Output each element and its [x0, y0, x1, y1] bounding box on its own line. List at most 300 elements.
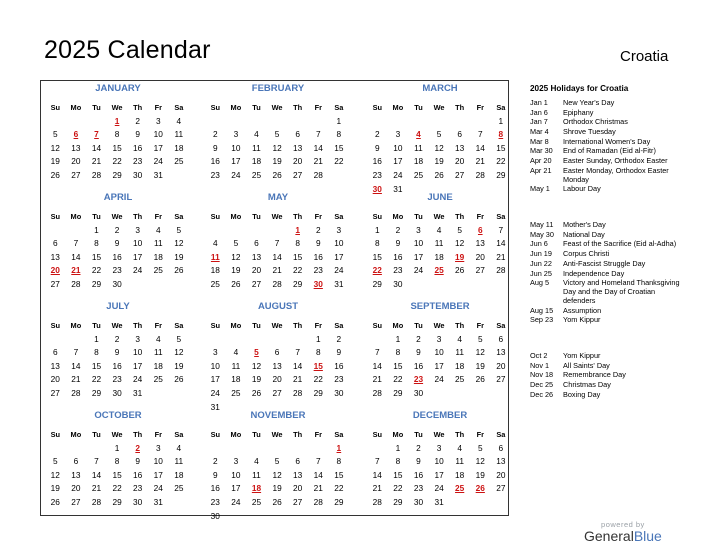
holiday-name: Shrove Tuesday [563, 127, 616, 137]
day-cell: 28 [71, 387, 81, 398]
day-cell: 15 [293, 251, 303, 262]
weekday-label: Su [210, 212, 221, 221]
holiday-date: Jun 25 [530, 268, 552, 278]
day-cell: 6 [498, 442, 504, 453]
day-cell: 23 [210, 496, 220, 507]
day-cell: 13 [272, 360, 282, 371]
day-cell: 28 [91, 169, 102, 180]
day-cell: 7 [315, 456, 321, 467]
day-cell: 10 [153, 456, 163, 467]
day-cell: 9 [416, 347, 421, 358]
day-cell: 1 [94, 224, 99, 235]
holiday-date: Jan 1 [530, 98, 548, 107]
weekday-label: Th [455, 321, 465, 330]
weekday-label: Sa [174, 103, 184, 112]
day-cell: 10 [153, 129, 163, 140]
month-name: MAY [267, 192, 289, 203]
holiday-entry [530, 381, 680, 390]
weekday-label: Tu [92, 103, 101, 112]
day-cell: 4 [457, 333, 462, 344]
holiday-date: Nov 18 [530, 370, 554, 380]
day-cell: 24 [153, 156, 163, 167]
holiday-name: International Women's Day [563, 136, 651, 146]
weekday-label: Th [455, 430, 465, 439]
month-grid [205, 210, 351, 292]
holiday-entry [530, 240, 680, 249]
day-cell: 24 [434, 374, 444, 385]
day-cell: 25 [174, 156, 184, 167]
holiday-name: Remembrance Day [563, 370, 626, 380]
day-cell: 15 [393, 469, 403, 480]
day-cell: 8 [336, 129, 342, 140]
day-cell: 31 [133, 387, 143, 398]
day-cell: 9 [416, 456, 421, 467]
day-cell: 2 [114, 333, 120, 344]
day-cell: 14 [313, 469, 323, 480]
day-cell: 13 [50, 360, 60, 371]
day-cell: 6 [295, 129, 300, 140]
day-cell: 29 [393, 496, 403, 507]
weekday-label: Tu [92, 212, 101, 221]
day-cell: 9 [135, 129, 140, 140]
day-cell: 22 [334, 483, 344, 494]
day-cell: 4 [176, 442, 182, 453]
day-cell: 17 [334, 251, 344, 262]
holiday-date: Mar 4 [530, 127, 549, 137]
day-cell: 28 [272, 278, 282, 289]
holiday-date: Mar 30 [530, 146, 553, 156]
day-cell: 19 [231, 265, 241, 276]
holiday-day: 26 [475, 483, 485, 494]
weekday-label: Tu [252, 212, 261, 221]
day-cell: 15 [91, 251, 102, 262]
weekday-label: Tu [414, 430, 423, 439]
day-cell: 30 [210, 510, 220, 521]
day-cell: 8 [336, 456, 342, 467]
brand-general: General [584, 528, 634, 544]
day-cell: 18 [210, 265, 220, 276]
day-cell: 10 [434, 456, 444, 467]
day-cell: 31 [434, 496, 444, 507]
weekday-label: Sa [496, 321, 506, 330]
day-cell: 28 [71, 278, 81, 289]
day-cell: 3 [212, 347, 218, 358]
weekday-label: Fr [314, 103, 322, 112]
holiday-name: End of Ramadan (Eid al-Fitr) [563, 146, 656, 156]
empty-cell [367, 115, 388, 129]
day-cell: 3 [436, 442, 442, 453]
holiday-day: 22 [372, 265, 382, 276]
holiday-entry [530, 118, 680, 127]
day-cell: 8 [295, 238, 300, 249]
day-cell: 4 [155, 224, 161, 235]
day-cell: 8 [395, 347, 401, 358]
day-cell: 2 [416, 333, 421, 344]
day-cell: 5 [477, 442, 483, 453]
day-cell: 18 [153, 360, 163, 371]
month-october [45, 410, 191, 510]
day-cell: 10 [393, 142, 403, 153]
weekday-label: Sa [334, 103, 344, 112]
holiday-name: Christmas Day [563, 380, 611, 390]
day-cell: 2 [212, 129, 218, 140]
day-cell: 27 [251, 278, 262, 289]
weekday-label: Mo [392, 321, 404, 330]
holiday-entry [530, 352, 680, 361]
day-cell: 22 [496, 156, 506, 167]
weekday-label: Fr [476, 321, 484, 330]
weekday-label: Th [133, 321, 143, 330]
holiday-entry [530, 157, 680, 166]
country-label: Croatia [620, 48, 669, 65]
day-cell: 21 [91, 156, 102, 167]
weekday-label: We [271, 430, 283, 439]
day-cell: 22 [112, 483, 122, 494]
month-september [367, 301, 513, 401]
holiday-name: Independence Day [563, 268, 625, 278]
day-cell: 11 [252, 469, 261, 480]
day-cell: 7 [477, 129, 483, 140]
day-cell: 4 [155, 333, 161, 344]
day-cell: 19 [272, 156, 282, 167]
holiday-date: Apr 21 [530, 165, 552, 175]
weekday-label: Fr [154, 321, 162, 330]
day-cell: 6 [274, 347, 280, 358]
day-cell: 6 [52, 238, 58, 249]
day-cell: 25 [251, 496, 262, 507]
day-cell: 21 [313, 156, 323, 167]
day-cell: 6 [457, 129, 462, 140]
day-cell: 9 [315, 238, 321, 249]
day-cell: 22 [112, 156, 122, 167]
empty-cell [226, 333, 247, 347]
brand-blue: Blue [633, 528, 662, 544]
weekday-label: Mo [392, 103, 404, 112]
month-name: SEPTEMBER [410, 301, 470, 312]
day-cell: 15 [334, 142, 344, 153]
day-cell: 5 [233, 238, 239, 249]
empty-cell [246, 442, 267, 456]
weekday-label: We [111, 321, 123, 330]
day-cell: 22 [293, 265, 303, 276]
day-cell: 9 [135, 456, 140, 467]
weekday-label: We [433, 430, 445, 439]
day-cell: 28 [313, 169, 323, 180]
day-cell: 18 [153, 251, 163, 262]
day-cell: 27 [455, 169, 465, 180]
weekday-label: Sa [334, 212, 344, 221]
day-cell: 29 [334, 496, 344, 507]
holiday-group [530, 99, 680, 194]
holiday-day: 30 [313, 278, 323, 289]
holiday-date: Dec 26 [530, 389, 554, 399]
holiday-entry [530, 147, 680, 156]
day-cell: 25 [153, 265, 163, 276]
empty-cell [367, 333, 388, 347]
day-cell: 12 [174, 347, 184, 358]
day-cell: 18 [174, 469, 184, 480]
day-cell: 17 [210, 374, 220, 385]
day-cell: 12 [251, 360, 262, 371]
holiday-list [530, 84, 680, 427]
holiday-entry [530, 250, 680, 259]
day-cell: 26 [251, 387, 262, 398]
day-cell: 7 [315, 129, 321, 140]
day-cell: 4 [254, 129, 259, 140]
weekday-label: Tu [92, 321, 101, 330]
empty-cell [470, 115, 491, 129]
holiday-day: 8 [498, 129, 504, 140]
holiday-date: Sep 23 [530, 315, 554, 325]
day-cell: 3 [155, 442, 161, 453]
day-cell: 19 [50, 483, 60, 494]
month-name: OCTOBER [94, 410, 142, 421]
day-cell: 13 [71, 469, 81, 480]
day-cell: 15 [372, 251, 382, 262]
day-cell: 2 [212, 456, 218, 467]
brand-logo [584, 520, 662, 544]
day-cell: 12 [231, 251, 241, 262]
weekday-label: We [111, 103, 123, 112]
day-cell: 5 [477, 333, 483, 344]
day-cell: 23 [313, 265, 323, 276]
holiday-entry [530, 221, 680, 230]
day-cell: 30 [413, 496, 424, 507]
holiday-day: 25 [434, 265, 444, 276]
weekday-label: Su [372, 430, 383, 439]
day-cell: 27 [293, 496, 303, 507]
weekday-label: We [111, 212, 123, 221]
weekday-label: Th [455, 103, 465, 112]
day-cell: 5 [176, 333, 182, 344]
day-cell: 1 [395, 442, 401, 453]
day-cell: 12 [475, 347, 485, 358]
day-cell: 17 [153, 142, 163, 153]
day-cell: 10 [231, 469, 241, 480]
day-cell: 27 [475, 265, 485, 276]
day-cell: 25 [153, 374, 163, 385]
day-cell: 28 [372, 387, 382, 398]
day-cell: 10 [434, 347, 444, 358]
day-cell: 15 [91, 360, 102, 371]
empty-cell [267, 224, 288, 238]
holiday-name: Easter Monday, Orthodox Easter Monday [563, 165, 669, 184]
holiday-date: Jun 22 [530, 258, 552, 268]
day-cell: 5 [52, 456, 58, 467]
holiday-entry [530, 260, 680, 269]
day-cell: 18 [455, 360, 465, 371]
day-cell: 4 [457, 442, 462, 453]
day-cell: 10 [133, 238, 143, 249]
day-cell: 25 [231, 387, 241, 398]
day-cell: 14 [313, 142, 323, 153]
day-cell: 24 [434, 483, 444, 494]
day-cell: 20 [496, 469, 506, 480]
day-cell: 22 [393, 483, 403, 494]
day-cell: 30 [334, 387, 344, 398]
empty-cell [246, 115, 267, 129]
day-cell: 14 [91, 469, 102, 480]
day-cell: 28 [313, 496, 323, 507]
holiday-date: Mar 8 [530, 136, 549, 146]
day-cell: 11 [153, 238, 163, 249]
day-cell: 26 [434, 169, 444, 180]
empty-cell [449, 115, 470, 129]
weekday-label: Sa [496, 430, 506, 439]
weekday-label: Sa [496, 103, 506, 112]
weekday-label: Th [293, 103, 303, 112]
day-cell: 8 [114, 129, 120, 140]
empty-cell [66, 442, 87, 456]
day-cell: 17 [153, 469, 163, 480]
weekday-label: Th [133, 430, 143, 439]
month-name: JANUARY [95, 83, 141, 94]
holiday-entry [530, 138, 680, 147]
day-cell: 24 [231, 496, 241, 507]
holiday-name: Epiphany [563, 107, 594, 117]
empty-cell [246, 224, 267, 238]
day-cell: 13 [251, 251, 262, 262]
day-cell: 31 [210, 401, 220, 412]
weekday-label: Su [50, 212, 61, 221]
day-cell: 21 [496, 251, 506, 262]
day-cell: 5 [457, 224, 462, 235]
day-cell: 13 [293, 142, 303, 153]
holiday-name: Victory and Homeland Thanksgiving Day and the Day of Croatian defenders [563, 278, 680, 305]
day-cell: 14 [71, 360, 81, 371]
day-cell: 16 [413, 360, 424, 371]
day-cell: 16 [413, 469, 424, 480]
weekday-label: Th [293, 430, 303, 439]
day-cell: 1 [336, 115, 342, 126]
day-cell: 31 [393, 183, 403, 194]
day-cell: 26 [174, 265, 184, 276]
holiday-day: 11 [210, 251, 220, 262]
weekday-label: Mo [392, 212, 404, 221]
day-cell: 5 [52, 129, 58, 140]
day-cell: 10 [231, 142, 241, 153]
day-cell: 12 [174, 238, 184, 249]
day-cell: 20 [293, 483, 303, 494]
day-cell: 18 [434, 251, 444, 262]
weekday-label: Mo [70, 430, 82, 439]
weekday-label: Su [50, 430, 61, 439]
holiday-entry [530, 231, 680, 240]
weekday-label: Fr [154, 430, 162, 439]
holiday-entry [530, 109, 680, 118]
empty-cell [205, 115, 226, 129]
day-cell: 21 [372, 483, 382, 494]
weekday-label: We [271, 103, 283, 112]
empty-cell [205, 333, 226, 347]
day-cell: 14 [372, 360, 382, 371]
day-cell: 29 [112, 169, 122, 180]
month-july [45, 301, 191, 401]
day-cell: 29 [496, 169, 506, 180]
holiday-name: Orthodox Christmas [563, 117, 628, 127]
day-cell: 21 [372, 374, 382, 385]
page-title: 2025 Calendar [44, 36, 211, 64]
weekday-label: Su [210, 321, 221, 330]
holiday-day: 18 [251, 483, 262, 494]
day-cell: 18 [413, 156, 424, 167]
day-cell: 9 [212, 469, 218, 480]
day-cell: 23 [413, 483, 424, 494]
day-cell: 24 [413, 265, 424, 276]
day-cell: 2 [374, 129, 380, 140]
holiday-name: Mother's Day [563, 220, 606, 230]
weekday-label: Tu [252, 103, 261, 112]
month-name: JUNE [427, 192, 453, 203]
holiday-day: 25 [455, 483, 465, 494]
empty-cell [408, 115, 429, 129]
month-grid [45, 428, 191, 510]
empty-cell [205, 224, 226, 238]
day-cell: 5 [274, 129, 280, 140]
day-cell: 16 [133, 142, 143, 153]
day-cell: 16 [210, 483, 220, 494]
day-cell: 25 [455, 374, 465, 385]
holiday-date: Aug 15 [530, 305, 554, 315]
day-cell: 26 [475, 374, 485, 385]
empty-cell [308, 442, 329, 456]
month-grid [367, 319, 513, 401]
day-cell: 10 [133, 347, 143, 358]
holiday-date: May 11 [530, 220, 554, 230]
day-cell: 11 [174, 456, 184, 467]
day-cell: 19 [251, 374, 262, 385]
day-cell: 2 [416, 442, 421, 453]
empty-cell [429, 115, 450, 129]
holiday-entry [530, 391, 680, 400]
day-cell: 21 [71, 374, 81, 385]
day-cell: 7 [295, 347, 300, 358]
day-cell: 24 [393, 169, 403, 180]
day-cell: 8 [94, 238, 99, 249]
day-cell: 19 [434, 156, 444, 167]
holiday-entry [530, 362, 680, 371]
day-cell: 12 [272, 142, 282, 153]
day-cell: 28 [475, 169, 485, 180]
weekday-label: We [433, 103, 445, 112]
day-cell: 13 [496, 347, 506, 358]
day-cell: 12 [475, 456, 485, 467]
weekday-label: Tu [252, 321, 261, 330]
day-cell: 17 [231, 156, 241, 167]
holiday-day: 6 [477, 224, 483, 235]
day-cell: 31 [334, 278, 344, 289]
weekday-label: Tu [414, 321, 423, 330]
day-cell: 29 [112, 496, 122, 507]
holiday-group [530, 221, 680, 325]
day-cell: 20 [475, 251, 485, 262]
weekday-label: Mo [230, 321, 242, 330]
holiday-date: Nov 1 [530, 360, 550, 370]
day-cell: 1 [374, 224, 380, 235]
day-cell: 29 [393, 387, 403, 398]
day-cell: 8 [94, 347, 99, 358]
day-cell: 27 [496, 483, 506, 494]
holiday-day: 6 [73, 129, 79, 140]
holiday-day: 23 [413, 374, 424, 385]
holiday-entry [530, 185, 680, 194]
day-cell: 17 [133, 251, 143, 262]
month-march [367, 83, 513, 196]
holiday-date: Jan 7 [530, 117, 548, 127]
empty-cell [287, 115, 308, 129]
month-december [367, 410, 513, 510]
day-cell: 4 [176, 115, 182, 126]
